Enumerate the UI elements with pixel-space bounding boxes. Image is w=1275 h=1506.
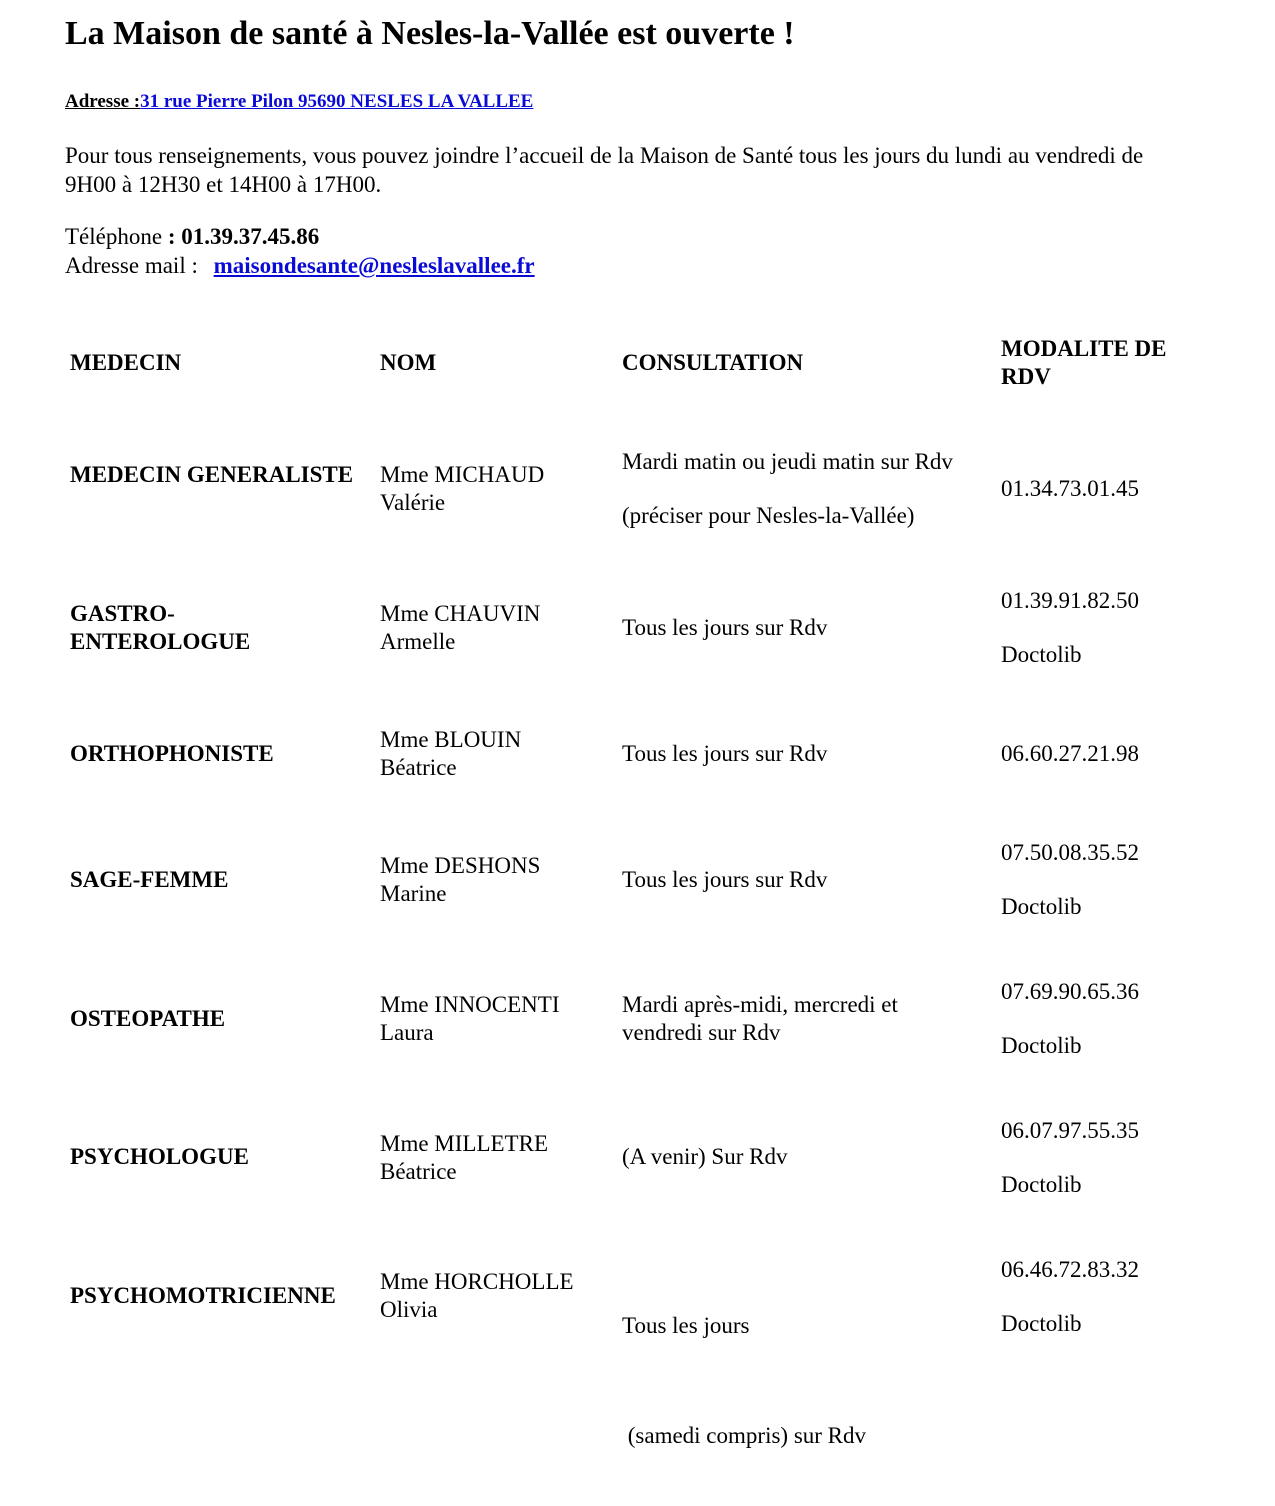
- rdv-phone: 01.34.73.01.45: [1001, 476, 1139, 501]
- header-consultation: CONSULTATION: [622, 350, 804, 375]
- rdv-phone: 06.46.72.83.32: [1001, 1257, 1139, 1282]
- row-specialty: OSTEOPATHE: [70, 1006, 226, 1031]
- row-specialty: PSYCHOMOTRICIENNE: [70, 1283, 336, 1308]
- address-line: [65, 90, 533, 114]
- rdv-doctolib: Doctolib: [1001, 1311, 1082, 1336]
- row-rdv: [1001, 978, 1241, 1060]
- rdv-phone: 07.69.90.65.36: [1001, 979, 1139, 1004]
- header-medecin: MEDECIN: [70, 350, 182, 375]
- rdv-doctolib: Doctolib: [1001, 1033, 1082, 1058]
- rdv-doctolib: Doctolib: [1001, 642, 1082, 667]
- rdv-phone: 06.60.27.21.98: [1001, 741, 1139, 766]
- rdv-doctolib: Doctolib: [1001, 894, 1082, 919]
- row-consultation: [622, 448, 992, 530]
- address-link[interactable]: 31 rue Pierre Pilon 95690 NESLES LA VALLEE: [140, 91, 534, 112]
- row-specialty: ORTHOPHONISTE: [70, 741, 274, 766]
- consultation-line: Tous les jours sur Rdv: [622, 741, 828, 766]
- mail-label: Adresse mail :: [65, 253, 204, 278]
- row-consultation: [622, 1256, 992, 1506]
- rdv-phone: 07.50.08.35.52: [1001, 840, 1139, 865]
- phone-number: : 01.39.37.45.86: [162, 224, 320, 249]
- row-name: Mme MILLETRE Béatrice: [380, 1131, 548, 1184]
- rdv-phone: 06.07.97.55.35: [1001, 1118, 1139, 1143]
- row-specialty: MEDECIN GENERALISTE: [70, 462, 354, 487]
- consultation-line: Tous les jours sur Rdv: [622, 615, 828, 640]
- info-paragraph: Pour tous renseignements, vous pouvez joindre l’accueil de la Maison de Santé tous les jours du lundi au vendredi de 9H00 à 12H30 et 14H00 à 17H00.: [65, 143, 1144, 197]
- row-name: Mme BLOUIN Béatrice: [380, 727, 522, 780]
- consultation-line: Mardi après-midi, mercredi et vendredi sur Rdv: [622, 992, 898, 1045]
- contact-block: [65, 222, 535, 280]
- consultation-line: (préciser pour Nesles-la-Vallée): [622, 503, 915, 528]
- row-name: Mme CHAUVIN Armelle: [380, 601, 541, 654]
- phone-line: [65, 222, 535, 251]
- row-rdv: [1001, 1256, 1241, 1338]
- address-label: Adresse :: [65, 91, 141, 112]
- consultation-line: (A venir) Sur Rdv: [622, 1144, 788, 1169]
- row-consultation: [622, 991, 942, 1047]
- page-title: La Maison de santé à Nesles-la-Vallée est ouverte !: [65, 15, 795, 52]
- row-rdv: [1001, 839, 1241, 921]
- row-name: Mme HORCHOLLE Olivia: [380, 1269, 574, 1322]
- row-specialty: GASTRO-ENTEROLOGUE: [70, 601, 251, 654]
- consultation-line: Tous les jours: [622, 1313, 750, 1338]
- row-specialty: SAGE-FEMME: [70, 867, 229, 892]
- consultation-line: Mardi matin ou jeudi matin sur Rdv: [622, 449, 953, 474]
- row-name: Mme INNOCENTI Laura: [380, 992, 560, 1045]
- consultation-line: (samedi compris) sur Rdv: [622, 1423, 867, 1448]
- row-rdv: [1001, 1117, 1241, 1199]
- row-consultation: [622, 866, 992, 894]
- row-name: Mme MICHAUD Valérie: [380, 462, 545, 515]
- mail-line: [65, 251, 535, 280]
- row-specialty: PSYCHOLOGUE: [70, 1144, 249, 1169]
- header-nom: NOM: [380, 350, 437, 375]
- header-modalite-rdv: MODALITE DE RDV: [1001, 336, 1167, 389]
- row-rdv: [1001, 587, 1241, 669]
- email-link[interactable]: maisondesante@nesleslavallee.fr: [213, 253, 535, 278]
- consultation-line: Tous les jours sur Rdv: [622, 867, 828, 892]
- rdv-doctolib: Doctolib: [1001, 1172, 1082, 1197]
- row-consultation: [622, 1143, 992, 1171]
- row-rdv: [1001, 740, 1241, 768]
- row-consultation: [622, 614, 992, 642]
- phone-label: Téléphone: [65, 224, 163, 249]
- row-name: Mme DESHONS Marine: [380, 853, 541, 906]
- row-consultation: [622, 740, 992, 768]
- rdv-phone: 01.39.91.82.50: [1001, 588, 1139, 613]
- row-rdv: [1001, 475, 1241, 503]
